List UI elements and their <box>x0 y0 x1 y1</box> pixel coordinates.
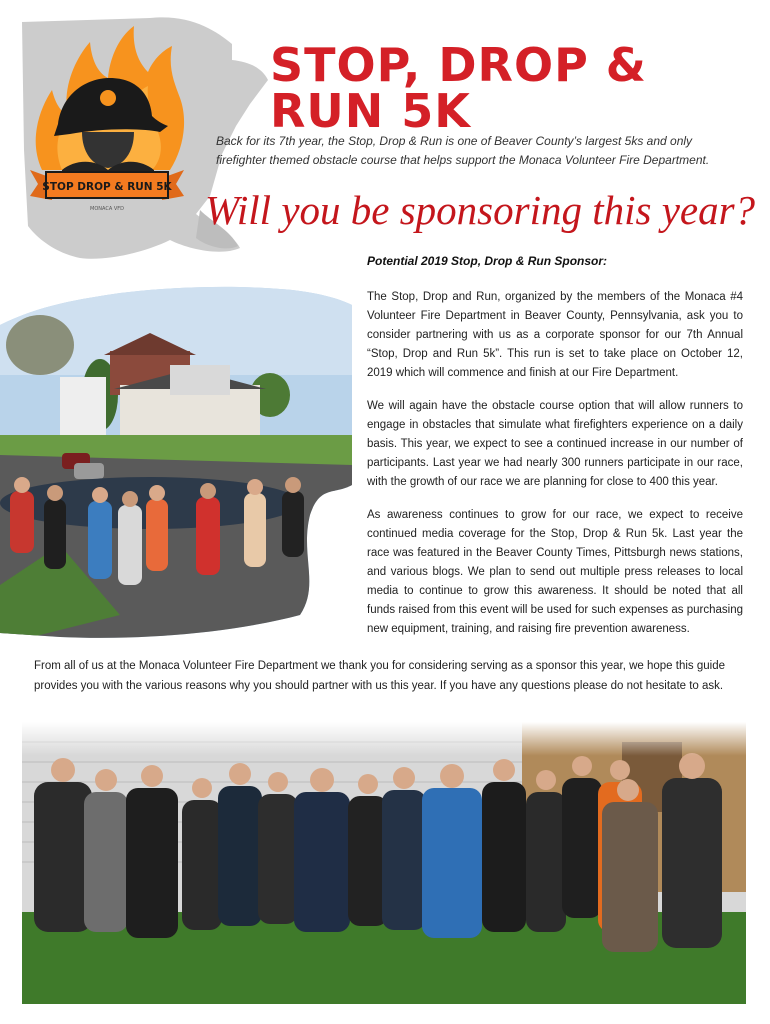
page-title: STOP, DROP & RUN 5K <box>270 38 647 138</box>
logo-banner <box>30 170 184 212</box>
sponsor-paragraph-2: We will again have the obstacle course option that will allow runners to engage in obstacles that simulate what firefighters experience on a daily basis. This year, we expect to see a continued increase in our number of participants. Last year we had nearly 300 runners participate in our race, with the growth of our race we are planning for close to 400 this year. <box>367 400 743 488</box>
sponsor-heading: Potential 2019 Stop, Drop & Run Sponsor: <box>367 254 608 268</box>
race-runners-photo <box>0 285 352 645</box>
fire-department-group-photo <box>22 722 746 1004</box>
sponsor-headline: Will you be sponsoring this year? <box>205 187 756 233</box>
race-logo <box>22 20 192 220</box>
closing-text: From all of us at the Monaca Volunteer Fire Department we thank you for considering serving as a sponsor this year, we hope this guide provides you with the various reasons why you should partner with us this year. If you have any questions please do not hesitate to ask. <box>34 660 726 692</box>
sponsor-paragraph-1: The Stop, Drop and Run, organized by the members of the Monaca #4 Volunteer Fire Department in Beaver County, Pennsylvania, ask you to consider partnering with us as a corporate sponsor for our 7th Annual “Stop, Drop and Run 5k”. This run is set to take place on October 12, 2019 which will commence and finish at our Fire Department. <box>367 291 743 379</box>
sponsor-paragraph-3: As awareness continues to grow for our race, we expect to receive continued media coverage for the Stop, Drop & Run 5k. Last year the race was featured in the Beaver County Times, Pittsburgh news stations, and various blogs. We plan to send out multiple press releases to local media to continue to grow this awareness. It should be noted that all funds raised from this event will be used for such expenses as purchasing new equipment, training, and raising fire prevention awareness. <box>367 509 743 635</box>
logo-banner-text: STOP DROP & RUN 5K <box>42 181 172 193</box>
sponsor-section <box>367 254 743 653</box>
logo-subtext: MONACA VFD <box>90 206 124 212</box>
intro-text: Back for its 7th year, the Stop, Drop & Run is one of Beaver County’s largest 5ks and only firefighter themed obstacle course that helps support the Monaca Volunteer Fire Department. <box>216 134 710 167</box>
